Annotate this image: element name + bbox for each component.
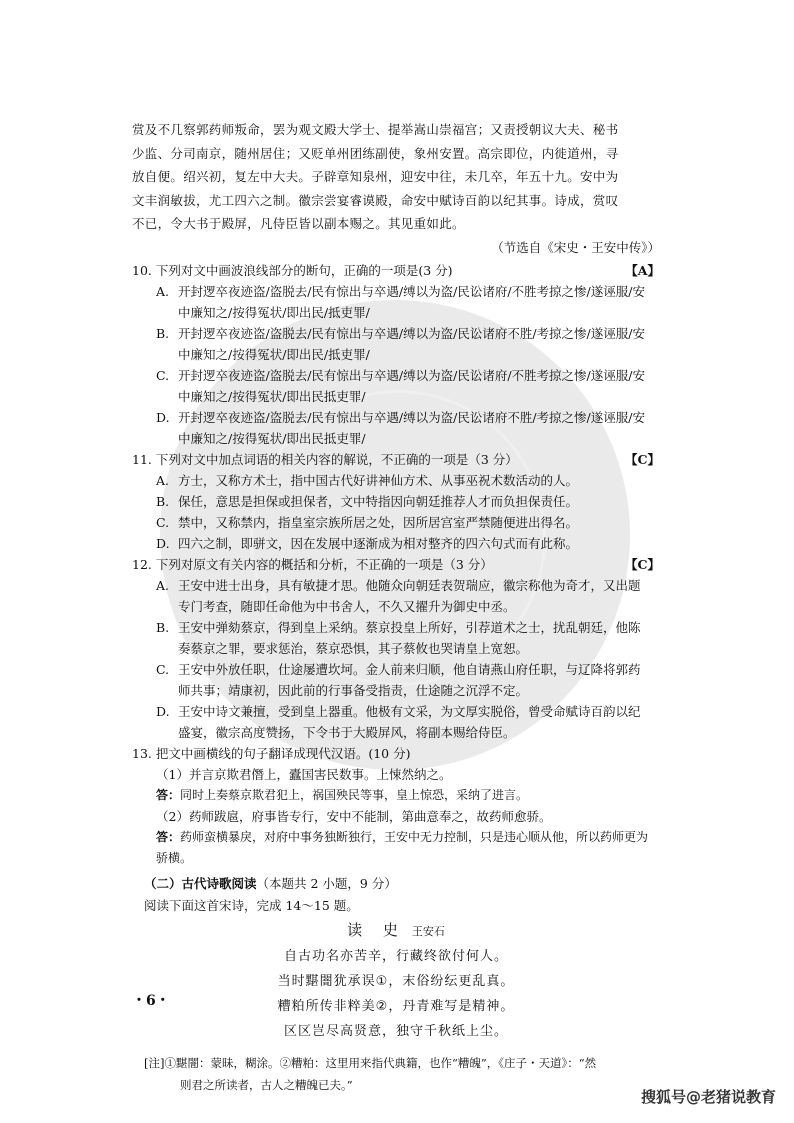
passage (132, 118, 660, 260)
option (156, 701, 660, 743)
poem-title: 读 史 (347, 920, 406, 939)
translation-sentence: （2）药师跋扈，府事皆专行，安中不能制，第曲意奉之，故药师愈骄。 (156, 808, 552, 824)
option (156, 365, 660, 407)
option-text: 王安中诗文兼擅，受到皇上器重。他极有文采，为文厚实脱俗，曾受命赋诗百韵以纪盛宴，徽宗高度赞扬，下令书于大殿屏风，将副本赐给侍臣。 (178, 703, 641, 740)
option-label: D. (156, 535, 170, 551)
option-label: B. (156, 325, 170, 341)
section-title: （二）古代诗歌阅读 (144, 875, 257, 891)
option (156, 659, 660, 701)
option (156, 491, 660, 512)
option (156, 617, 660, 659)
translation-answer (156, 827, 660, 869)
option-label: A. (156, 283, 170, 299)
passage-line: 赏及不几察郭药师叛命，罢为观文殿大学士、提举嵩山崇福宫；又责授朝议大夫、秘书 (132, 122, 619, 137)
poem-line: 糟粕所传非粹美②，丹青难写是精神。 (277, 998, 515, 1014)
poem-note (144, 1052, 660, 1096)
passage-line: 不已，令大书于殿屏，凡侍臣皆以副本赐之。其见重如此。 (132, 216, 465, 231)
poem-line: 区区岂尽高贤意，独守千秋纸上尘。 (283, 1023, 508, 1039)
question-text: 11. 下列对文中加点词语的相关内容的解说，不正确的一项是（3 分） (132, 451, 518, 467)
option-text: 开封逻卒夜迹盗/盗脱去/民有惊出与卒遇/缚以为盗/民讼诸府/不胜考掠之惨/遂诬服/安中廉知之/按得冤状/即出民/抵吏罪/ (178, 283, 645, 320)
question-stem (132, 449, 660, 470)
option-label: D. (156, 703, 170, 719)
option (156, 281, 660, 323)
translation-answer (156, 785, 660, 806)
question-text: 12. 下列对原文有关内容的概括和分析，不正确的一项是（3 分） (132, 556, 493, 572)
question-stem (132, 260, 660, 281)
option-label: C. (156, 514, 170, 530)
question-stem: 13. 把文中画横线的句子翻译成现代汉语。(10 分) (132, 745, 411, 761)
page-content (132, 118, 660, 1096)
option-label: A. (156, 577, 170, 593)
option-label: B. (156, 493, 170, 509)
section-heading (144, 873, 660, 895)
option (156, 533, 660, 554)
option (156, 407, 660, 449)
option-label: D. (156, 409, 170, 425)
poem-note-line: [注]①黮闇：蒙昧，糊涂。②糟粕：这里用来指代典籍，也作“糟魄”，《庄子・天道》：“然 (144, 1055, 597, 1070)
passage-source: （节选自《宋史・王安中传》） (491, 239, 660, 255)
section-intro: 阅读下面这首宋诗，完成 14～15 题。 (144, 897, 359, 913)
option-text: 王安中进士出身，具有敏捷才思。他随众向朝廷表贺瑞应，徽宗称他为奇才，又出题专门考查，随即任命他为中书舍人，不久又擢升为御史中丞。 (178, 577, 641, 614)
answer-label: 答： (156, 787, 181, 802)
option-label: A. (156, 472, 170, 488)
answer-key: 【C】 (625, 451, 660, 467)
passage-line: 少监、分司南京，随州居住；又贬单州团练副使，象州安置。高宗即位，内徙道州，寻 (132, 145, 619, 161)
option-text: 王安中外放任职，仕途屡遭坎坷。金人前来归顺，他自请燕山府任职，与辽降将郭药师共事；靖康初，因此前的行事备受指责，仕途随之沉浮不定。 (178, 661, 641, 698)
poem-line: 自古功名亦苦辛，行藏终欲付何人。 (283, 948, 508, 964)
answer-key: 【C】 (625, 556, 660, 572)
question-10 (132, 260, 660, 449)
poem-note-line: 则君之所读者，古人之糟魄已夫。” (180, 1077, 353, 1092)
answer-text: 药师蛮横暴戾，对府中事务独断独行，王安中无力控制，只是违心顺从他，所以药师更为骄横。 (156, 829, 649, 865)
poem-line: 当时黮闇犹承误①，末俗纷纭更乱真。 (277, 973, 515, 989)
option (156, 512, 660, 533)
question-11 (132, 449, 660, 554)
page-number: ・6・ (132, 993, 170, 1009)
question-12 (132, 554, 660, 743)
option (156, 470, 660, 491)
section-title-note: （本题共 2 小题，9 分） (256, 875, 397, 891)
poem-author: 王安石 (411, 924, 445, 938)
option-text: 方士，又称方术士，指中国古代好讲神仙方术、从事巫祝术数活动的人。 (178, 472, 579, 488)
poem-heading (132, 919, 660, 940)
question-stem (132, 554, 660, 575)
option-text: 开封逻卒夜迹盗/盗脱去/民有惊出与卒遇/缚以为盗/民讼诸府/不胜考掠之惨/遂诬服/安中廉知之/按得冤状/即出民抵吏罪/ (178, 367, 645, 404)
option (156, 323, 660, 365)
answer-key: 【A】 (625, 262, 660, 278)
option-text: 开封逻卒夜迹盗/盗脱去/民有惊出与卒遇/缚以为盗/民讼诸府不胜/考掠之惨/遂诬服/安中廉知之/按得冤状/即出民/抵吏罪/ (178, 325, 645, 362)
option-text: 四六之制，即骈文，因在发展中逐渐成为相对整齐的四六句式而有此称。 (178, 535, 579, 551)
option-label: C. (156, 661, 170, 677)
watermark-signature: 搜狐号@老猪说教育 (640, 1088, 776, 1106)
option-text: 开封逻卒夜迹盗/盗脱去/民有惊出与卒遇/缚以为盗/民讼诸府不胜/考掠之惨/遂诬服/安中廉知之/按得冤状/即出民抵吏罪/ (178, 409, 645, 446)
question-13 (132, 743, 660, 869)
translation-sentence: （1）并言京欺君僭上，蠹国害民数事。上悚然纳之。 (156, 766, 452, 782)
option-label: B. (156, 619, 170, 635)
question-text: 10. 下列对文中画波浪线部分的断句，正确的一项是(3 分) (132, 262, 453, 278)
option-text: 王安中弹劾蔡京，得到皇上采纳。蔡京投皇上所好，引荐道术之士，扰乱朝廷，他陈奏蔡京之罪，要求惩治，蔡京恐惧，其子蔡攸也哭请皇上宽恕。 (178, 619, 641, 656)
option (156, 575, 660, 617)
poetry-section (132, 873, 660, 1096)
option-text: 保任，意思是担保或担保者，文中特指因向朝廷推荐人才而负担保责任。 (178, 493, 579, 509)
answer-label: 答： (156, 829, 181, 844)
passage-line: 文丰润敏拔，尤工四六之制。徽宗尝宴睿谟殿，命安中赋诗百韵以纪其事。诗成，赏叹 (132, 192, 619, 208)
passage-line: 放自便。绍兴初，复左中大夫。子辟章知泉州，迎安中往，未几卒，年五十九。安中为 (132, 169, 619, 184)
option-text: 禁中，又称禁内，指皇室宗族所居之处，因所居宫室严禁随便进出得名。 (178, 514, 579, 530)
answer-text: 同时上奏蔡京欺君犯上，祸国殃民等事，皇上惊恐，采纳了进言。 (180, 787, 529, 802)
option-label: C. (156, 367, 170, 383)
